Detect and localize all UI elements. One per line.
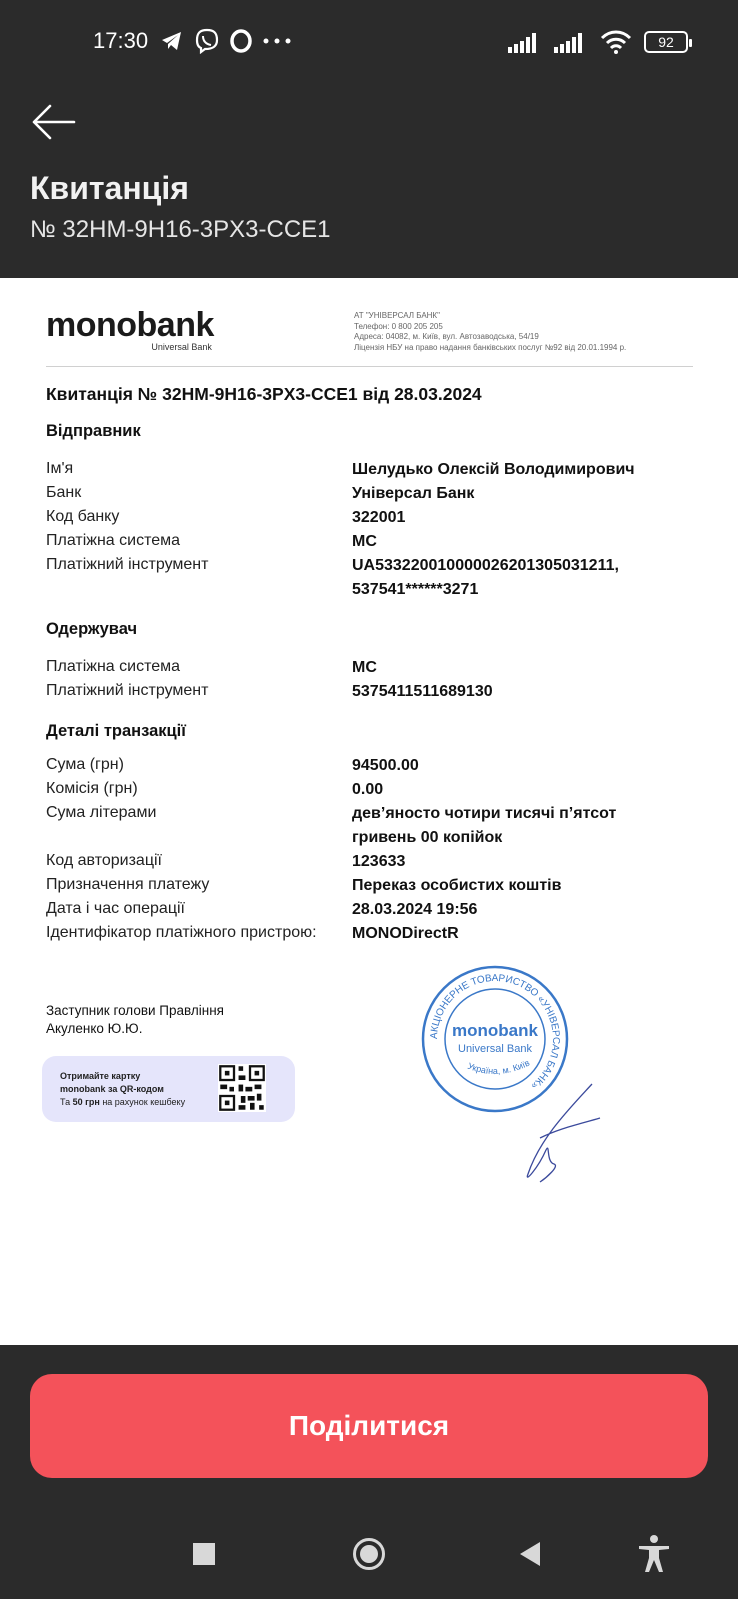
row-value: 0.00 xyxy=(352,781,384,798)
signature xyxy=(500,1078,610,1188)
row-value: UA533220010000026201305031211, 537541******3271 xyxy=(352,557,619,598)
battery-icon: 92 xyxy=(644,31,688,53)
stamp-city: Україна, м. Київ xyxy=(466,1057,532,1077)
receipt-title: Квитанція № 32HM-9H16-3PX3-CCE1 від 28.03.2024 xyxy=(46,384,482,404)
row-label: Банк xyxy=(46,484,82,501)
row-value: 5375411511689130 xyxy=(352,683,493,700)
section-title-transaction: Деталі транзакції xyxy=(46,722,186,740)
monobank-logo: monobank Universal Bank xyxy=(46,306,214,352)
row-label: Ідентифікатор платіжного пристрою: xyxy=(46,924,317,941)
section-title-recipient: Одержувач xyxy=(46,620,138,638)
back-button[interactable] xyxy=(30,98,78,146)
qr-code-icon xyxy=(218,1064,266,1112)
stamp-ring-text: АКЦІОНЕРНЕ ТОВАРИСТВО «УНІВЕРСАЛ БАНК» xyxy=(428,972,562,1091)
row-label: Комісія (грн) xyxy=(46,780,138,797)
recent-apps-button[interactable] xyxy=(184,1534,224,1574)
row-label: Ім'я xyxy=(46,460,74,477)
row-label: Дата і час операції xyxy=(46,900,185,917)
row-value: Шелудько Олексій Володимирович xyxy=(352,461,635,478)
stamp-brand: monobank xyxy=(452,1021,538,1040)
status-bar xyxy=(0,0,738,88)
more-dots-icon xyxy=(262,37,292,45)
row-value: Універсал Банк xyxy=(352,485,475,502)
row-label: Платіжний інструмент xyxy=(46,556,209,573)
square-icon xyxy=(192,1542,216,1566)
row-label: Сума літерами xyxy=(46,804,157,821)
wifi-icon xyxy=(600,30,632,54)
row-value: 94500.00 xyxy=(352,757,419,774)
circle-icon xyxy=(352,1537,386,1571)
telegram-icon xyxy=(160,30,184,52)
row-value: дев’яносто чотири тисячі п’ятсот гривень 00 копійок xyxy=(352,805,617,846)
section-title-sender: Відправник xyxy=(46,422,141,440)
signatory: Заступник голови Правління Акуленко Ю.Ю. xyxy=(46,1003,224,1036)
row-label: Сума (грн) xyxy=(46,756,124,773)
system-nav-bar xyxy=(0,1510,738,1599)
row-label: Платіжна система xyxy=(46,532,181,549)
status-time: 17:30 xyxy=(93,28,149,53)
row-value: 28.03.2024 19:56 xyxy=(352,901,478,918)
accessibility-icon xyxy=(637,1534,671,1574)
bank-info: АТ "УНІВЕРСАЛ БАНК" Телефон: 0 800 205 205 Адреса: 04082, м. Київ, вул. Автозаводська, 54/19 Ліцензія НБУ на право надання банківських послуг №92 від 20.01.1994 р. xyxy=(354,311,627,352)
row-value: MC xyxy=(352,533,377,550)
promo-banner[interactable]: Отримайте картку monobank за QR-кодом Та 50 грн на рахунок кешбеку xyxy=(42,1056,295,1122)
row-value: MC xyxy=(352,659,377,676)
row-label: Платіжна система xyxy=(46,658,181,675)
row-value: Переказ особистих коштів xyxy=(352,877,562,894)
row-label: Платіжний інструмент xyxy=(46,682,209,699)
page-title: Квитанція xyxy=(30,170,189,206)
signal-icon xyxy=(554,31,588,53)
row-label: Код авторизації xyxy=(46,852,162,869)
home-button[interactable] xyxy=(349,1534,389,1574)
stamp-brand-sub: Universal Bank xyxy=(458,1043,532,1055)
row-label: Призначення платежу xyxy=(46,876,210,893)
arrow-left-icon xyxy=(30,98,78,146)
receipt-document xyxy=(0,278,738,1345)
triangle-back-icon xyxy=(518,1541,542,1567)
row-label: Код банку xyxy=(46,508,120,525)
opera-icon xyxy=(230,29,252,53)
viber-icon xyxy=(194,28,220,54)
back-nav-button[interactable] xyxy=(510,1534,550,1574)
page-subtitle: № 32HM-9H16-3PX3-CCE1 xyxy=(30,216,331,243)
share-button[interactable]: Поділитися xyxy=(30,1374,708,1478)
row-value: MONODirectR xyxy=(352,925,459,942)
row-value: 123633 xyxy=(352,853,406,870)
accessibility-button[interactable] xyxy=(634,1534,674,1574)
row-value: 322001 xyxy=(352,509,406,526)
divider xyxy=(46,366,693,367)
signal-icon xyxy=(508,31,542,53)
